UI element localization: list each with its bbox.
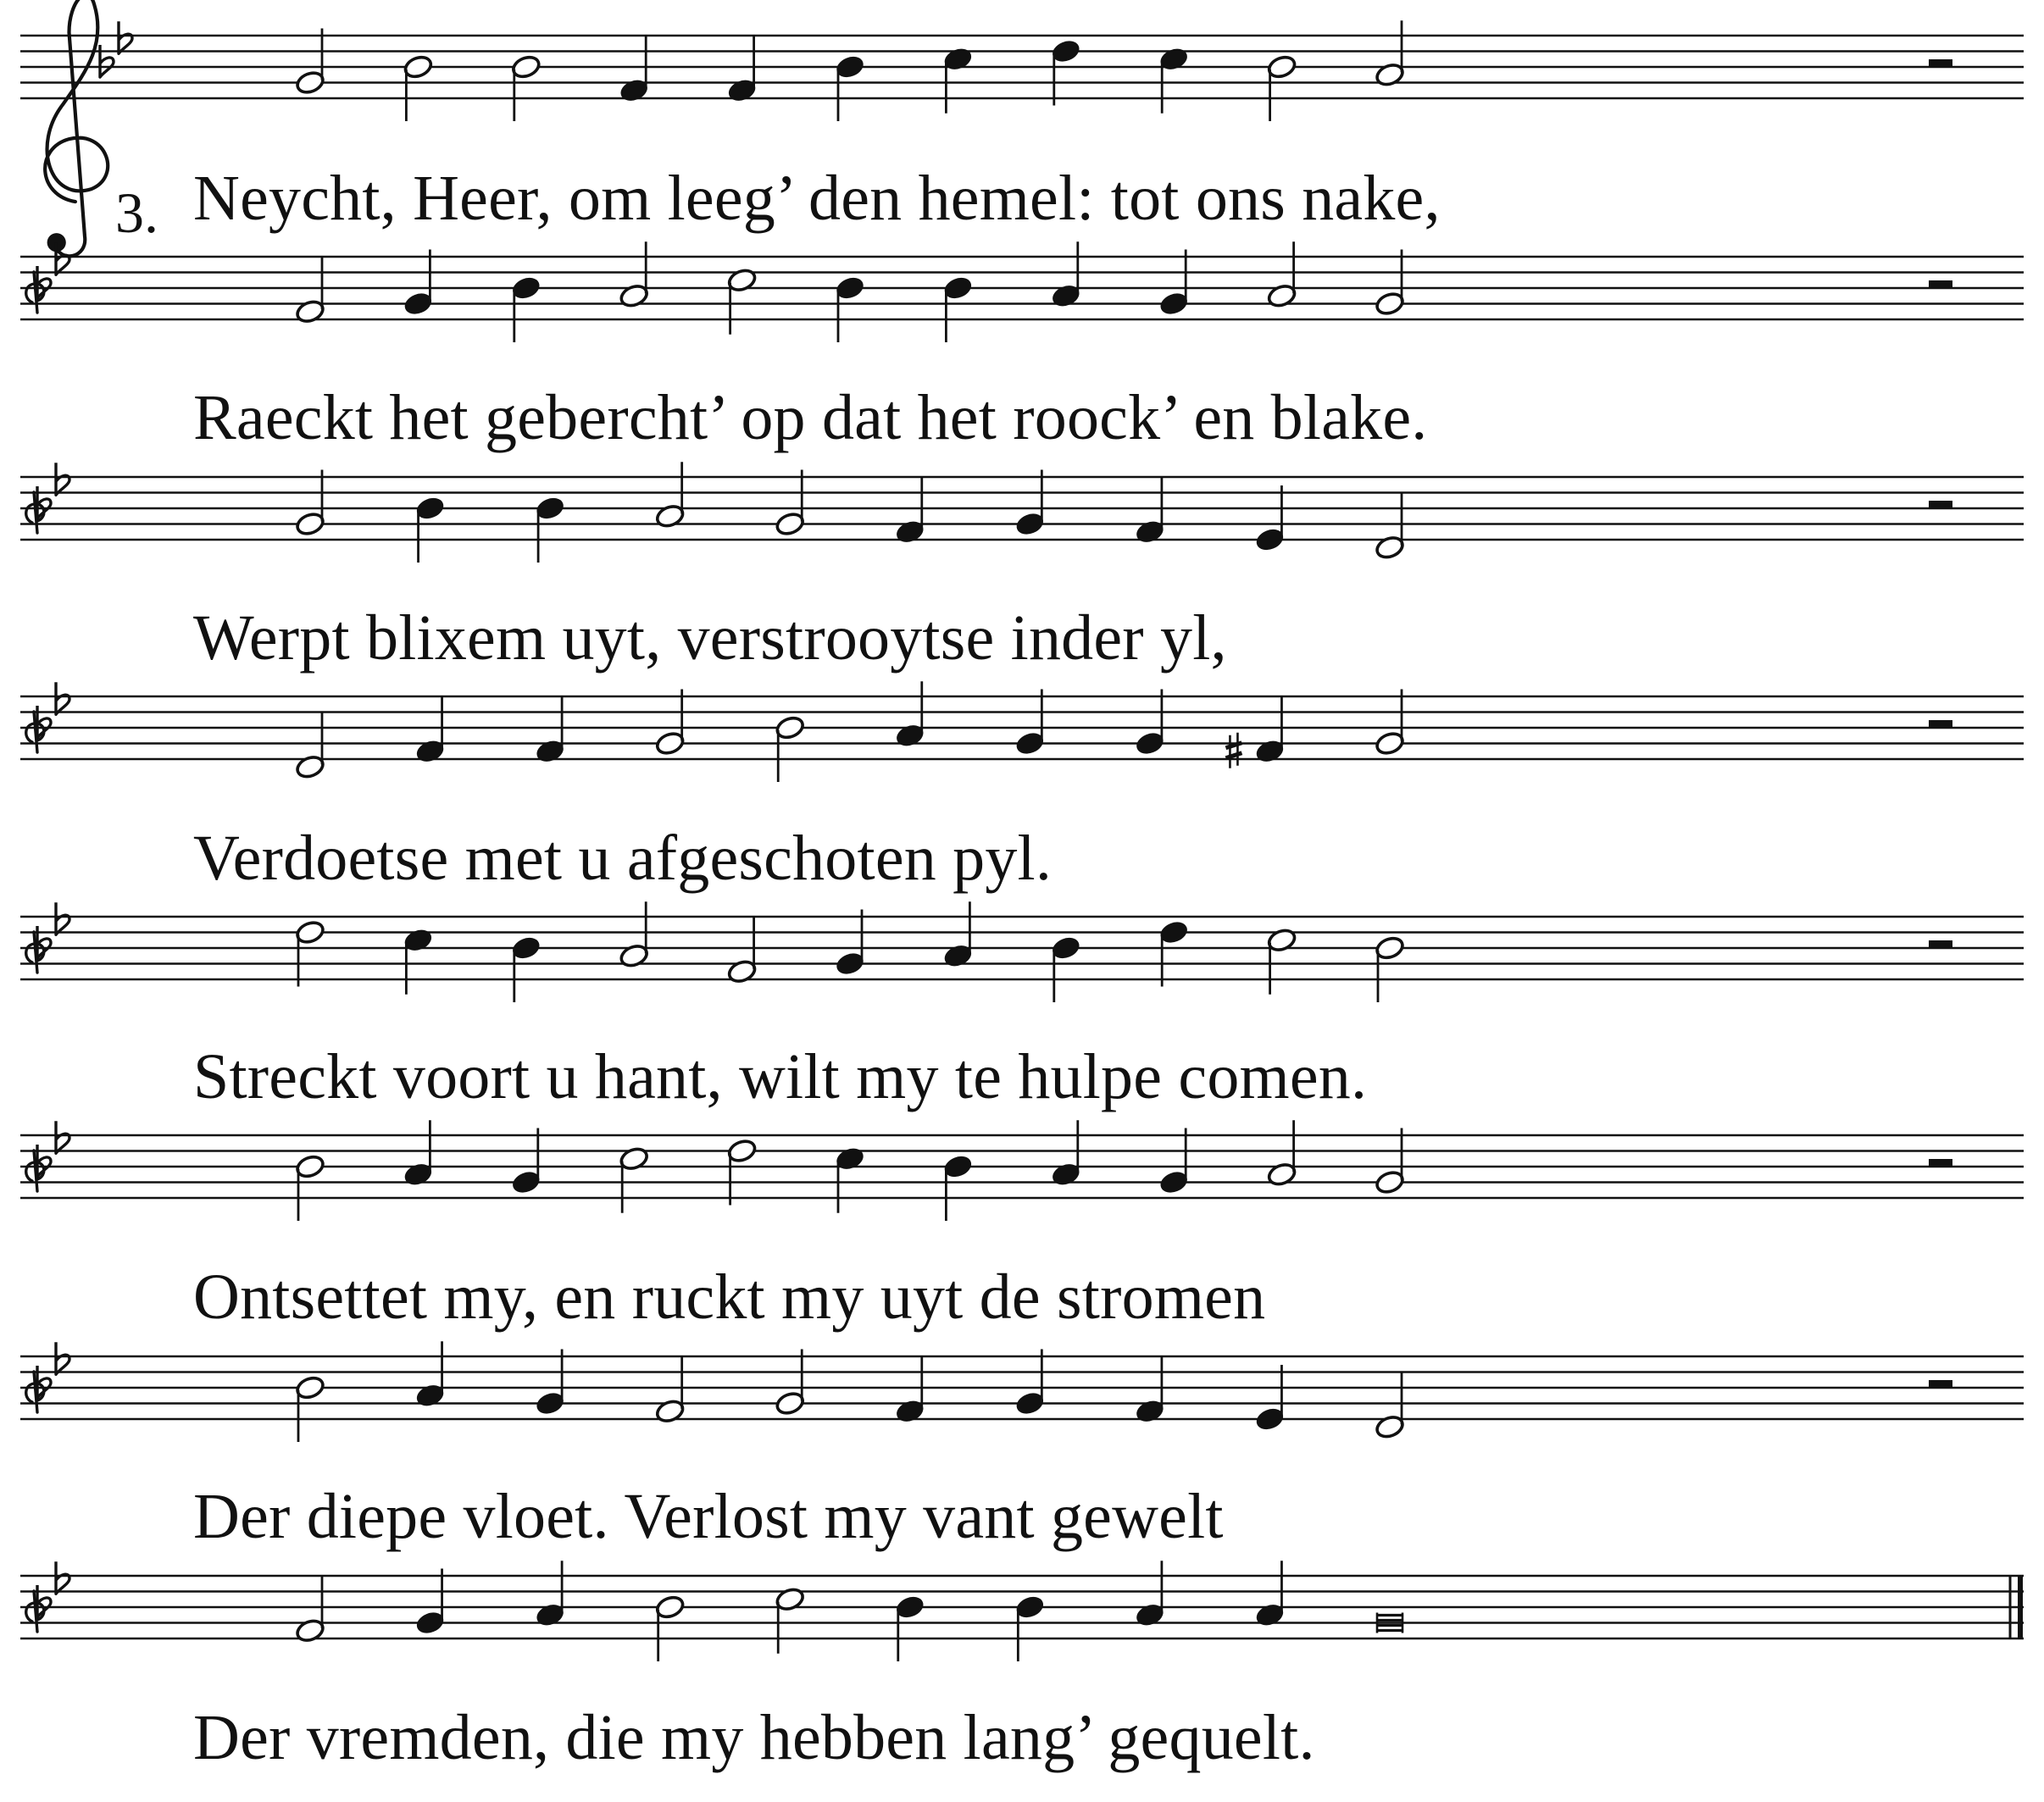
staff-7-flat-e-icon <box>56 1342 69 1374</box>
staff-6-half-rest-icon <box>1929 1159 1952 1167</box>
staff-4-half-rest-icon <box>1929 720 1952 728</box>
lyric-line-3: Werpt blixem uyt, verstrooytse inder yl, <box>193 602 1227 674</box>
lyric-line-4: Verdoetse met u afgeschoten pyl. <box>193 823 1053 894</box>
staff-3-flat-e-icon <box>56 463 69 495</box>
staff-4-flat-e-icon <box>56 682 69 714</box>
staff-8-flat-e-icon <box>56 1561 69 1594</box>
lyric-line-6: Ontsettet my, en ruckt my uyt de stromen <box>193 1261 1266 1333</box>
lyric-line-5: Streckt voort u hant, wilt my te hulpe comen. <box>193 1041 1368 1112</box>
staff-7-half-rest-icon <box>1929 1380 1952 1388</box>
lyric-line-1: Neycht, Heer, om leeg’ den hemel: tot ons nake, <box>193 163 1441 234</box>
lyric-line-8: Der vremden, die my hebben lang’ gequelt. <box>193 1702 1315 1773</box>
staff-5-flat-e-icon <box>56 902 69 934</box>
staff-6-flat-e-icon <box>56 1121 69 1153</box>
lyric-line-2: Raeckt het gebercht’ op dat het roock’ en blake. <box>193 382 1428 453</box>
staff-4-note-9-sharp-icon <box>1225 733 1241 768</box>
lyric-line-7: Der diepe vloet. Verlost my vant gewelt <box>193 1481 1224 1552</box>
staff-5-half-rest-icon <box>1929 940 1952 948</box>
staff-4-flat-b-icon <box>37 706 51 738</box>
staff-8-flat-b-icon <box>37 1585 51 1617</box>
staff-1-treble-clef-icon <box>45 0 108 256</box>
staff-5-flat-b-icon <box>37 926 51 958</box>
staff-2-flat-b-icon <box>37 266 51 298</box>
staff-1-half-rest-icon <box>1929 59 1952 67</box>
staff-6-flat-b-icon <box>37 1145 51 1177</box>
staff-1-flat-b-icon <box>100 45 114 77</box>
staff-7-flat-b-icon <box>37 1366 51 1398</box>
staff-1-flat-e-icon <box>119 21 132 53</box>
staff-3-flat-b-icon <box>37 486 51 518</box>
staff-2-half-rest-icon <box>1929 280 1952 288</box>
staff-3-half-rest-icon <box>1929 501 1952 508</box>
verse-number: 3. <box>115 180 158 245</box>
